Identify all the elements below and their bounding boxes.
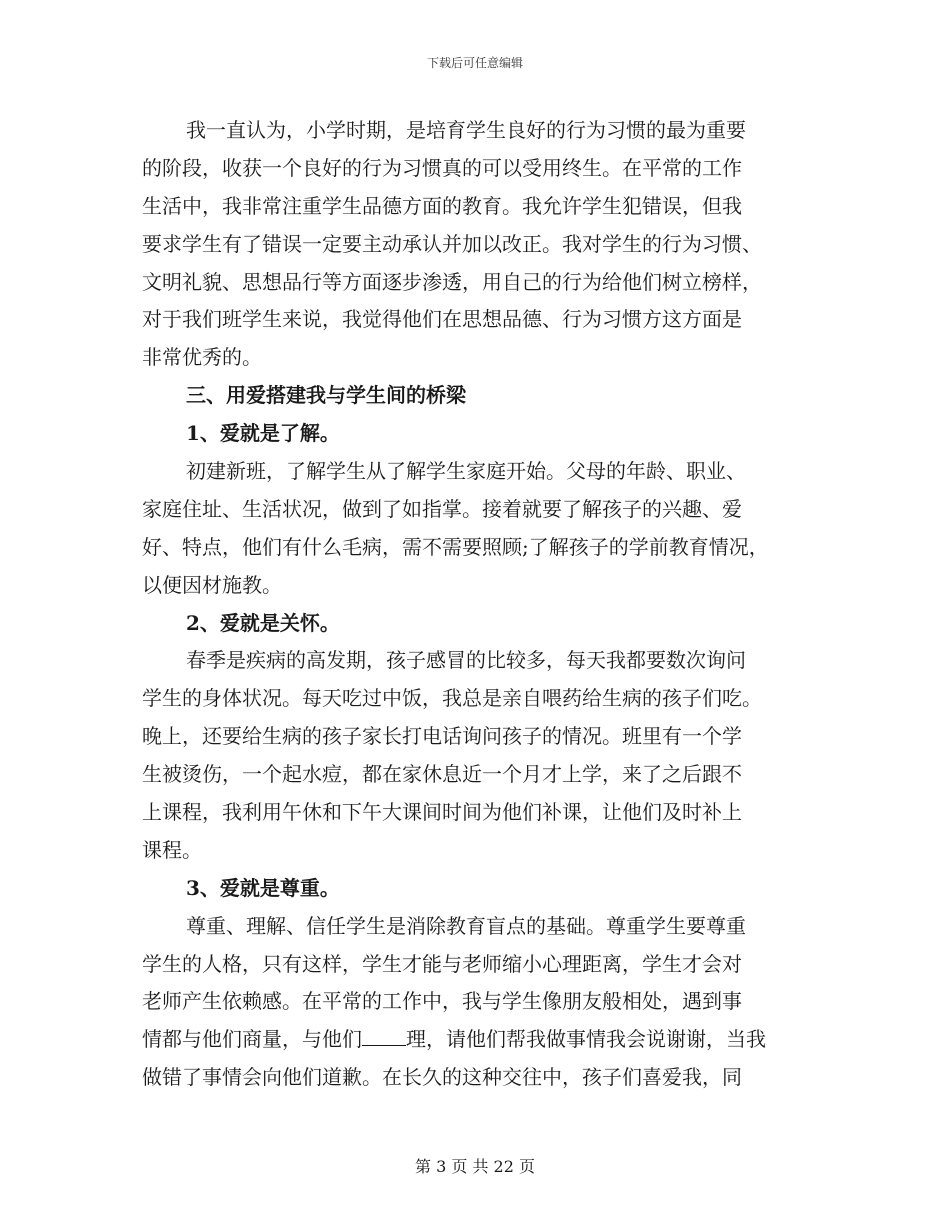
paragraph-text-after-blank: 理，请他们帮我做事情我会说谢谢，当我 [406,1027,766,1052]
paragraph-line-with-blank [142,1021,814,1059]
section-heading: 三、用爱搭建我与学生间的桥梁 [186,383,466,408]
paragraph-line: 对于我们班学生来说，我觉得他们在思想品德、行为习惯方这方面是 [142,307,742,332]
paragraph-line: 春季是疾病的高发期，孩子感冒的比较多，每天我都要数次询问 [186,648,746,673]
subsection-heading: 3、爱就是尊重。 [186,875,340,900]
paragraph-line: 学生的人格，只有这样，学生才能与老师缩小心理距离，学生才会对 [142,951,742,976]
paragraph-line: 上课程，我利用午休和下午大课间时间为他们补课，让他们及时补上 [142,800,742,825]
paragraph-line: 好、特点，他们有什么毛病，需不需要照顾;了解孩子的学前教育情况， [142,534,769,559]
paragraph-line: 做错了事情会向他们道歉。在长久的这种交往中，孩子们喜爱我，同 [142,1065,742,1090]
fill-in-blank [362,1023,406,1046]
paragraph-line: 以便因材施教。 [142,572,282,597]
subsection-heading: 1、爱就是了解。 [186,421,340,446]
paragraph-line: 我一直认为，小学时期，是培育学生良好的行为习惯的最为重要 [186,118,746,142]
paragraph-line: 初建新班，了解学生从了解学生家庭开始。父母的年龄、职业、 [186,459,746,484]
subsection-heading: 2、爱就是关怀。 [186,610,340,635]
paragraph-line: 生被烫伤，一个起水痘，都在家休息近一个月才上学，来了之后跟不 [142,762,742,787]
paragraph-line: 的阶段，收获一个良好的行为习惯真的可以受用终生。在平常的工作 [142,155,742,180]
paragraph-line: 生活中，我非常注重学生品德方面的教育。我允许学生犯错误，但我 [142,193,742,218]
paragraph-text-before-blank: 情都与他们商量，与他们 [142,1027,362,1052]
paragraph-line: 老师产生依赖感。在平常的工作中，我与学生像朋友般相处，遇到事 [142,989,742,1014]
paragraph-line: 要求学生有了错误一定要主动承认并加以改正。我对学生的行为习惯、 [142,231,762,256]
paragraph-line: 非常优秀的。 [142,345,262,370]
paragraph-line: 课程。 [142,837,202,862]
document-body [142,112,814,1097]
paragraph-line: 学生的身体状况。每天吃过中饭，我总是亲自喂药给生病的孩子们吃。 [142,686,762,711]
paragraph-line: 文明礼貌、思想品行等方面逐步渗透，用自己的行为给他们树立榜样， [142,269,762,294]
paragraph-line: 尊重、理解、信任学生是消除教育盲点的基础。尊重学生要尊重 [186,913,746,938]
page-number: 第 3 页 共 22 页 [415,1157,535,1176]
page-header-note: 下载后可任意编辑 [426,56,523,70]
paragraph-line: 家庭住址、生活状况，做到了如指掌。接着就要了解孩子的兴趣、爱 [142,496,742,521]
paragraph-line: 晚上，还要给生病的孩子家长打电话询问孩子的情况。班里有一个学 [142,724,742,749]
